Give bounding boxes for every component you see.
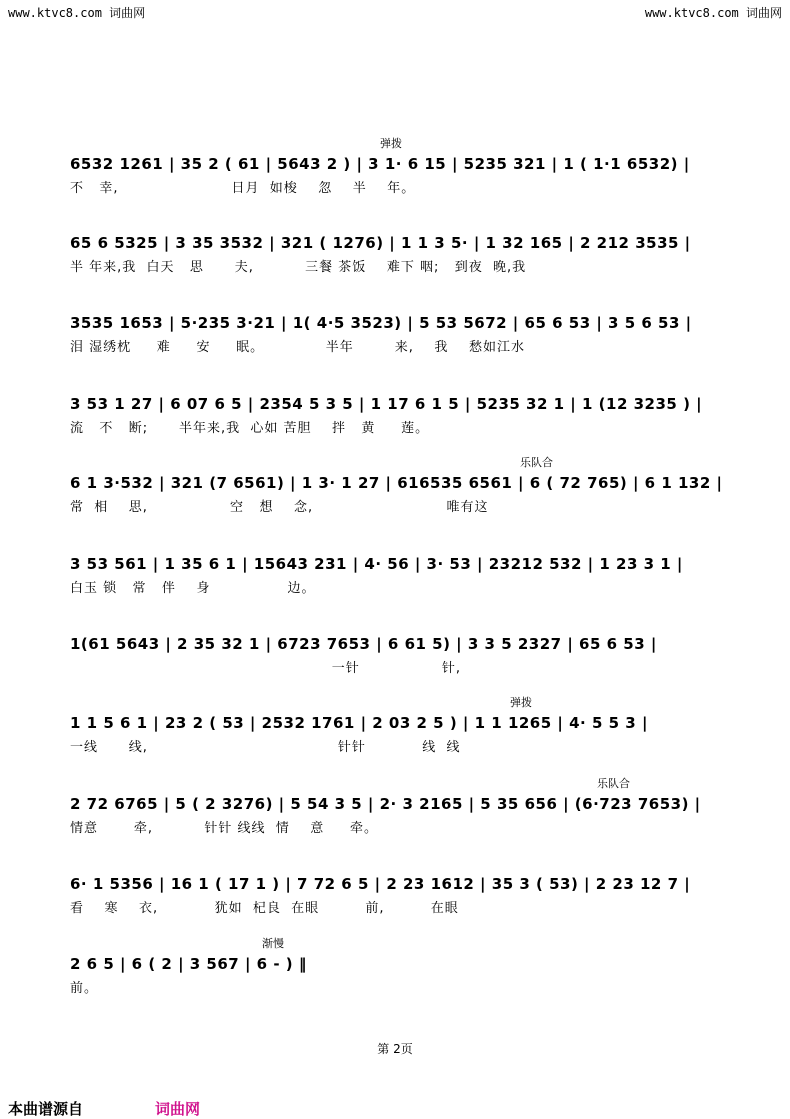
lyrics: 一线 线, 针针 线 线 bbox=[70, 740, 461, 755]
lyrics: 流 不 断; 半年来,我 心如 苦胆 拌 黄 莲。 bbox=[70, 421, 430, 436]
header-site-left: www.ktvc8.com 词曲网 bbox=[8, 6, 146, 20]
lyrics: 泪 湿绣枕 难 安 眠。 半年 来, 我 愁如江水 bbox=[70, 340, 525, 355]
score-line-8 bbox=[70, 696, 730, 774]
notation: 6· 1 5356 | 16 1 ( 17 1 ) | 7 72 6 5 | 2 23 1612 | 35 3 ( 53) | 2 23 12 7 | bbox=[70, 875, 691, 893]
performance-mark: 乐队合 bbox=[597, 777, 630, 790]
notation: 2 72 6765 | 5 ( 2 3276) | 5 54 3 5 | 2· 3 2165 | 5 35 656 | (6·723 7653) | bbox=[70, 795, 701, 813]
score-line-1 bbox=[70, 137, 730, 215]
notation: 65 6 5325 | 3 35 3532 | 321 ( 1276) | 1 1 3 5· | 1 32 165 | 2 212 3535 | bbox=[70, 234, 691, 252]
lyrics: 一针 针, bbox=[70, 661, 461, 676]
performance-mark: 弹拨 bbox=[510, 696, 532, 709]
notation: 6 1 3·532 | 321 (7 6561) | 1 3· 1 27 | 616535 6561 | 6 ( 72 765) | 6 1 132 | bbox=[70, 474, 723, 492]
lyrics: 白玉 锁 常 伴 身 边。 bbox=[70, 581, 316, 596]
notation: 1 1 5 6 1 | 23 2 ( 53 | 2532 1761 | 2 03 2 5 ) | 1 1 1265 | 4· 5 5 3 | bbox=[70, 714, 648, 732]
score-line-2 bbox=[70, 234, 730, 294]
score-line-3 bbox=[70, 314, 730, 374]
lyrics: 前。 bbox=[70, 981, 99, 996]
lyrics: 不 幸, 日月 如梭 忽 半 年。 bbox=[70, 181, 416, 196]
notation: 2 6 5 | 6 ( 2 | 3 567 | 6 - ) ‖ bbox=[70, 955, 307, 973]
footer-brand-link[interactable]: 词曲网 bbox=[155, 1100, 201, 1118]
notation: 3 53 1 27 | 6 07 6 5 | 2354 5 3 5 | 1 17 6 1 5 | 5235 32 1 | 1 (12 3235 ) | bbox=[70, 395, 703, 413]
lyrics: 半 年来,我 白天 思 夫, 三餐 茶饭 难下 咽; 到夜 晚,我 bbox=[70, 260, 527, 275]
score-line-10 bbox=[70, 875, 730, 935]
performance-mark: 渐慢 bbox=[262, 937, 284, 950]
score-line-6 bbox=[70, 555, 730, 615]
notation: 6532 1261 | 35 2 ( 61 | 5643 2 ) | 3 1· 6 15 | 5235 321 | 1 ( 1·1 6532) | bbox=[70, 155, 690, 173]
page-number: 第 2页 bbox=[377, 1042, 413, 1056]
score-line-5 bbox=[70, 456, 730, 534]
score-line-7 bbox=[70, 635, 730, 695]
performance-mark: 弹拨 bbox=[380, 137, 402, 150]
notation: 1(61 5643 | 2 35 32 1 | 6723 7653 | 6 61 5) | 3 3 5 2327 | 65 6 53 | bbox=[70, 635, 657, 653]
score-line-4 bbox=[70, 395, 730, 455]
score-line-11 bbox=[70, 937, 730, 1015]
lyrics: 常 相 思, 空 想 念, 唯有这 bbox=[70, 500, 489, 515]
lyrics: 情意 牵, 针针 线线 情 意 牵。 bbox=[70, 821, 378, 836]
header-site-right: www.ktvc8.com 词曲网 bbox=[644, 6, 782, 20]
score-line-9 bbox=[70, 777, 730, 855]
notation: 3 53 561 | 1 35 6 1 | 15643 231 | 4· 56 | 3· 53 | 23212 532 | 1 23 3 1 | bbox=[70, 555, 683, 573]
performance-mark: 乐队合 bbox=[520, 456, 553, 469]
notation: 3535 1653 | 5·235 3·21 | 1( 4·5 3523) | 5 53 5672 | 65 6 53 | 3 5 6 53 | bbox=[70, 314, 692, 332]
footer-source-text: 本曲谱源自 bbox=[8, 1100, 84, 1118]
lyrics: 看 寒 衣, 犹如 杞良 在眼 前, 在眼 bbox=[70, 901, 459, 916]
